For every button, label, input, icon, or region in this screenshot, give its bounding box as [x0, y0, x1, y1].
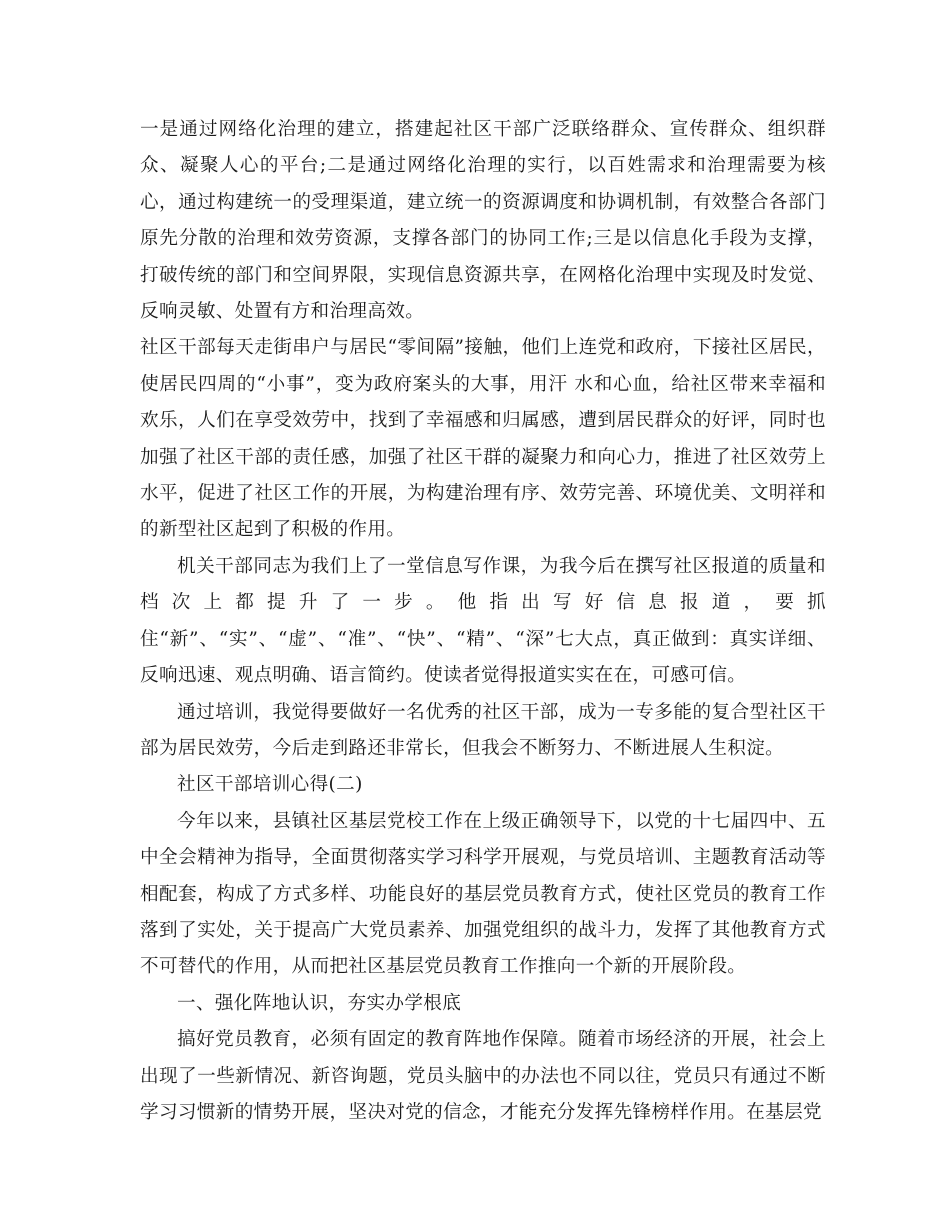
paragraph-training-reflection: 通过培训，我觉得要做好一名优秀的社区干部，成为一专多能的复合型社区干部为居民效劳，今后走到路还非常长，但我会不断努力、不断进展人生积淀。	[140, 701, 826, 759]
paragraph-network-governance: 一是通过网络化治理的建立，搭建起社区干部广泛联络群众、宣传群众、组织群众、凝聚人心的平台;二是通过网络化治理的实行，以百姓需求和治理需要为核心，通过构建统一的受理渠道，建立统一的资源调度和协调机制，有效整合各部门原先分散的治理和效劳资源，支撑各部门的协同工作;三是以信息化手段为支撑，打破传统的部门和空间界限，实现信息资源共享，在网格化治理中实现及时发觉、反响灵敏、处置有方和治理高效。	[140, 119, 826, 323]
document-body	[140, 112, 826, 1131]
paragraph-writing-class: 机关干部同志为我们上了一堂信息写作课，为我今后在撰写社区报道的质量和档次上都提升了一步。他指出写好信息报道，要抓住“新”、“实”、“虚”、“准”、“快”、“精”、“深”七大点，真正做到：真实详细、反响迅速、观点明确、语言简约。使读者觉得报道实实在在，可感可信。	[140, 555, 826, 687]
paragraph-party-school: 今年以来，县镇社区基层党校工作在上级正确领导下，以党的十七届四中、五中全会精神为指导，全面贯彻落实学习科学开展观，与党员培训、主题教育活动等相配套，构成了方式多样、功能良好的基层党员教育方式，使社区党员的教育工作落到了实处，关于提高广大党员素养、加强党组织的战斗力，发挥了其他教育方式不可替代的作用，从而把社区基层党员教育工作推向一个新的开展阶段。	[140, 810, 826, 978]
subsection-heading: 一、强化阵地认识，夯实办学根底	[177, 992, 462, 1014]
paragraph-party-education: 搞好党员教育，必须有固定的教育阵地作保障。随着市场经济的开展，社会上出现了一些新情况、新咨询题，党员头脑中的办法也不同以往，党员只有通过不断学习习惯新的情势开展，坚决对党的信念，才能充分发挥先锋榜样作用。在基层党	[140, 1029, 826, 1123]
section-title: 社区干部培训心得(二)	[177, 774, 363, 796]
paragraph-community-cadres: 社区干部每天走街串户与居民“零间隔”接触，他们上连党和政府，下接社区居民，使居民四周的“小事”，变为政府案头的大事，用汗 水和心血，给社区带来幸福和欢乐，人们在享受效劳中，找到了幸福感和归属感，遭到居民群众的好评，同时也加强了社区干部的责任感，加强了社区干群的凝聚力和向心力，推进了社区效劳上水平，促进了社区工作的开展，为构建治理有序、效劳完善、环境优美、文明祥和的新型社区起到了积极的作用。	[140, 337, 826, 541]
